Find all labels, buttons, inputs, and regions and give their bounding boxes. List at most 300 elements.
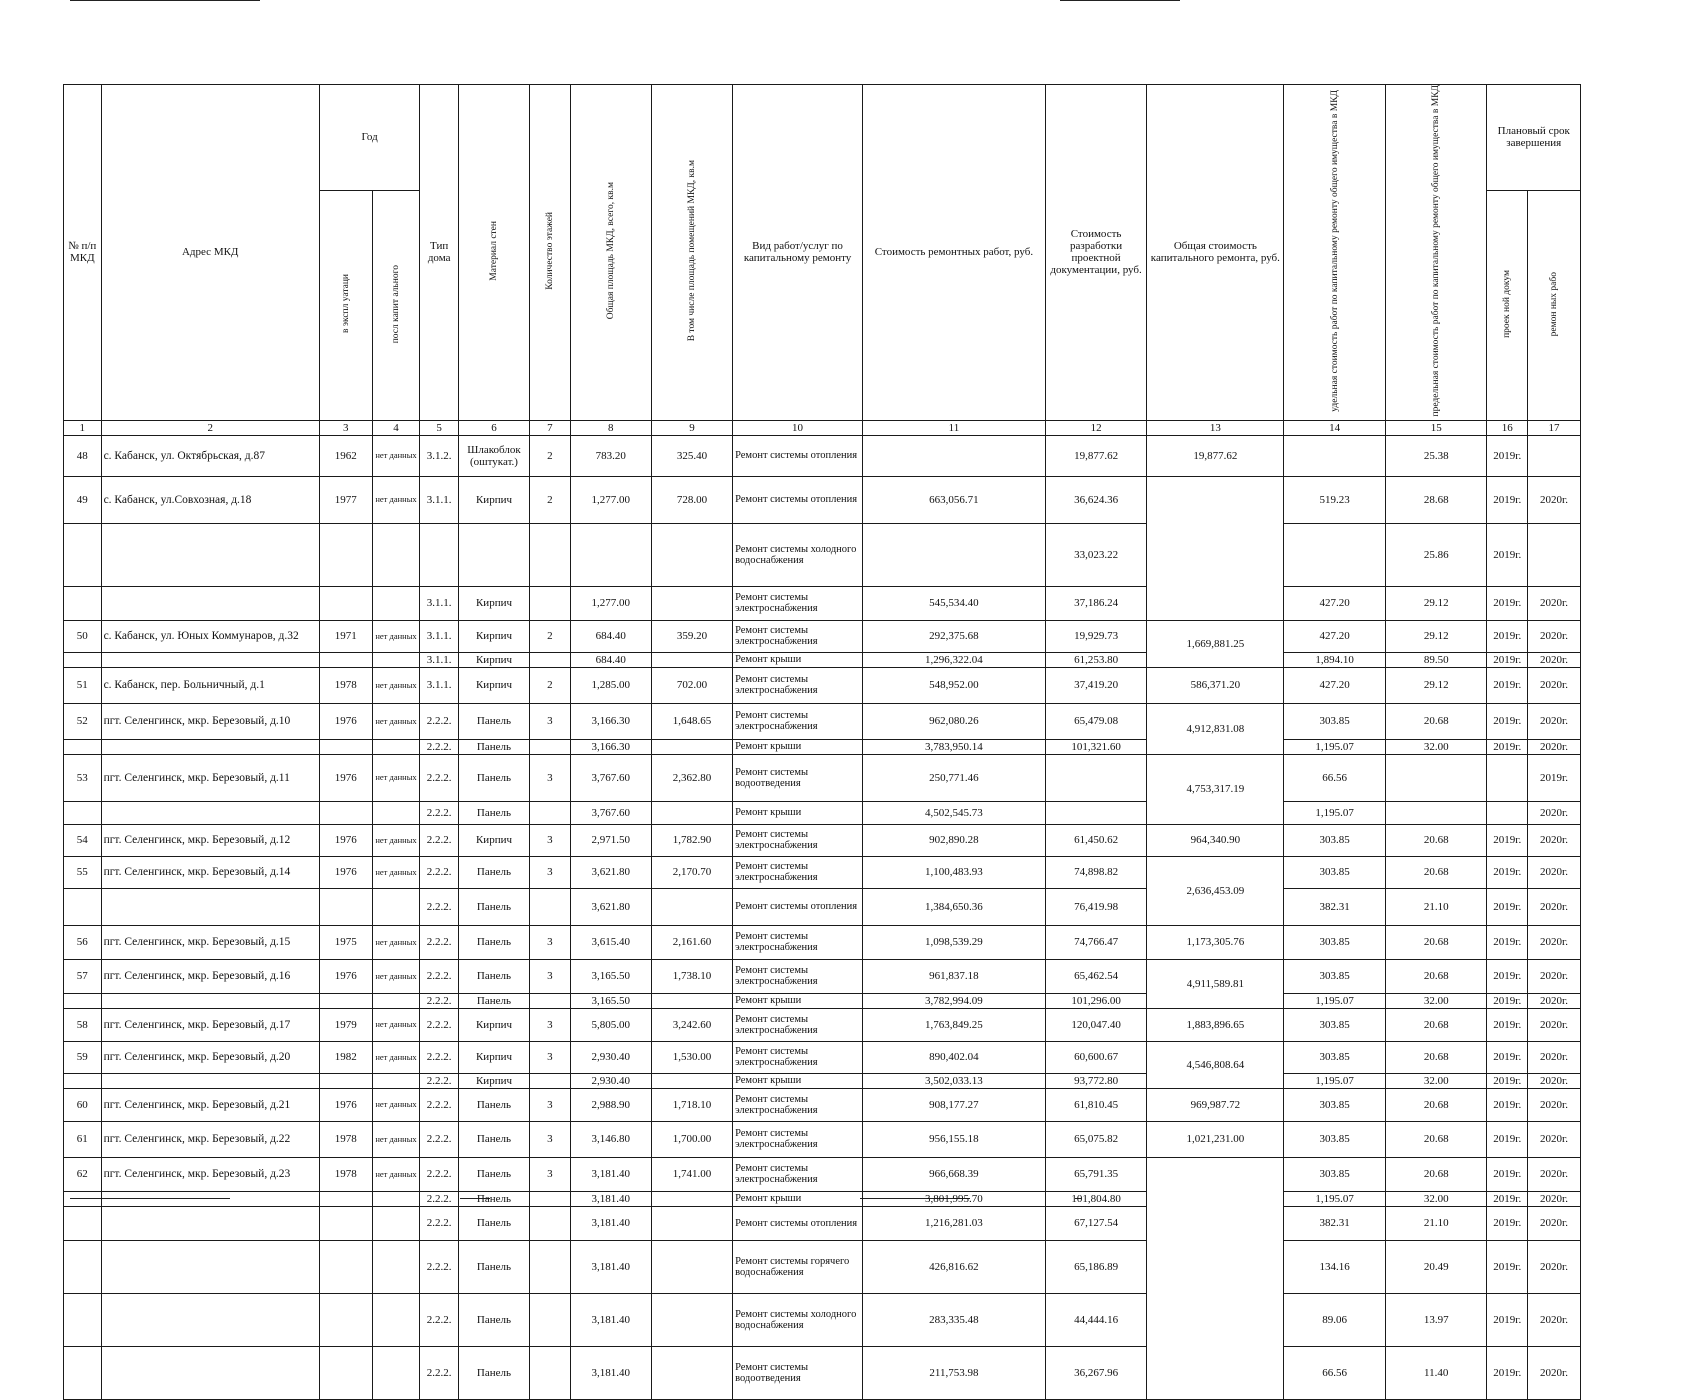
cell-limit-cost: 32.00: [1385, 739, 1487, 754]
table-row: [64, 1157, 1581, 1191]
cell-area-total: 3,165.50: [570, 993, 651, 1008]
table-row: [64, 888, 1581, 925]
cell-work-type: Ремонт системы электроснабжения: [733, 925, 863, 959]
table-row: [64, 1191, 1581, 1206]
cell-work-cost: 3,782,994.09: [863, 993, 1046, 1008]
cell-area-residential: 1,718.10: [651, 1088, 732, 1121]
cell-wall-material: Панель: [458, 959, 529, 993]
cell-project-cost: [1045, 754, 1147, 801]
cell-floors: [530, 739, 571, 754]
cell-plan-works: 2020г.: [1528, 856, 1581, 888]
cell-plan-works: 2019г.: [1528, 754, 1581, 801]
cell-plan-works: 2020г.: [1528, 667, 1581, 703]
repair-register-table: [63, 84, 1581, 1400]
cell-plan-works: 2020г.: [1528, 1088, 1581, 1121]
cell-limit-cost: 25.86: [1385, 523, 1487, 586]
cell-num: [64, 586, 102, 620]
cell-year-last-repair: [372, 1293, 420, 1346]
cell-area-total: 3,621.80: [570, 856, 651, 888]
cell-wall-material: Кирпич: [458, 824, 529, 856]
cell-num: [64, 1293, 102, 1346]
cell-work-cost: 1,098,539.29: [863, 925, 1046, 959]
cell-wall-material: Панель: [458, 754, 529, 801]
cell-area-residential: [651, 1191, 732, 1206]
colnum: 14: [1284, 420, 1386, 435]
cell-num: 60: [64, 1088, 102, 1121]
cell-unit-cost: 303.85: [1284, 856, 1386, 888]
cell-plan-project: 2019г.: [1487, 1041, 1528, 1073]
cell-floors: 3: [530, 703, 571, 739]
cell-unit-cost: 427.20: [1284, 620, 1386, 652]
colnum: 3: [319, 420, 372, 435]
cell-house-type: 3.1.1.: [420, 652, 459, 667]
cell-plan-works: 2020г.: [1528, 824, 1581, 856]
cell-area-residential: [651, 739, 732, 754]
table-row: [64, 739, 1581, 754]
cell-unit-cost: [1284, 435, 1386, 476]
cell-house-type: 2.2.2.: [420, 1346, 459, 1399]
cell-work-cost: [863, 523, 1046, 586]
cell-work-type: Ремонт крыши: [733, 801, 863, 824]
cell-floors: 3: [530, 824, 571, 856]
cell-area-total: 3,166.30: [570, 703, 651, 739]
cell-area-residential: [651, 586, 732, 620]
cell-work-type: Ремонт системы электроснабжения: [733, 620, 863, 652]
cell-year-commission: 1962: [319, 435, 372, 476]
cell-limit-cost: 20.68: [1385, 925, 1487, 959]
cell-floors: [530, 1346, 571, 1399]
cell-project-cost: 65,075.82: [1045, 1121, 1147, 1157]
cell-unit-cost: 1,195.07: [1284, 1191, 1386, 1206]
cell-num: 62: [64, 1157, 102, 1191]
cell-year-last-repair: нет данных: [372, 856, 420, 888]
cell-wall-material: Панель: [458, 1088, 529, 1121]
cell-unit-cost: 303.85: [1284, 1157, 1386, 1191]
cell-year-commission: 1976: [319, 1088, 372, 1121]
cell-plan-project: 2019г.: [1487, 703, 1528, 739]
cell-total-cost: 4,546,808.64: [1147, 1041, 1284, 1088]
cell-wall-material: Кирпич: [458, 1041, 529, 1073]
cell-limit-cost: 32.00: [1385, 1073, 1487, 1088]
cell-year-last-repair: нет данных: [372, 959, 420, 993]
table-row: [64, 801, 1581, 824]
hdr-plan-project: проек ной докум: [1487, 190, 1528, 420]
cell-house-type: 2.2.2.: [420, 925, 459, 959]
cell-floors: 2: [530, 620, 571, 652]
cell-year-last-repair: нет данных: [372, 620, 420, 652]
cell-total-cost: 1,021,231.00: [1147, 1121, 1284, 1157]
cell-area-total: 3,166.30: [570, 739, 651, 754]
cell-unit-cost: [1284, 523, 1386, 586]
cell-area-total: 1,277.00: [570, 586, 651, 620]
cell-plan-project: 2019г.: [1487, 993, 1528, 1008]
cell-plan-project: 2019г.: [1487, 620, 1528, 652]
cell-unit-cost: 303.85: [1284, 1121, 1386, 1157]
cell-plan-project: 2019г.: [1487, 476, 1528, 523]
cell-wall-material: Панель: [458, 1157, 529, 1191]
cell-area-total: 2,930.40: [570, 1041, 651, 1073]
cell-project-cost: 74,898.82: [1045, 856, 1147, 888]
cell-area-total: 3,767.60: [570, 754, 651, 801]
cell-plan-works: 2020г.: [1528, 739, 1581, 754]
cell-wall-material: Панель: [458, 703, 529, 739]
cell-project-cost: 19,877.62: [1045, 435, 1147, 476]
cell-floors: 3: [530, 754, 571, 801]
cell-wall-material: Кирпич: [458, 652, 529, 667]
cell-unit-cost: 382.31: [1284, 1206, 1386, 1240]
cell-plan-project: 2019г.: [1487, 1008, 1528, 1041]
cell-work-cost: 908,177.27: [863, 1088, 1046, 1121]
cell-house-type: 3.1.1.: [420, 476, 459, 523]
cell-limit-cost: 32.00: [1385, 993, 1487, 1008]
cell-work-type: Ремонт системы электроснабжения: [733, 1121, 863, 1157]
cell-total-cost: 586,371.20: [1147, 667, 1284, 703]
cell-year-last-repair: [372, 1191, 420, 1206]
cell-address: пгт. Селенгинск, мкр. Березовый, д.16: [101, 959, 319, 993]
cell-limit-cost: 20.49: [1385, 1240, 1487, 1293]
cell-work-type: Ремонт системы холодного водоснабжения: [733, 523, 863, 586]
cell-house-type: 2.2.2.: [420, 1191, 459, 1206]
cell-plan-project: 2019г.: [1487, 435, 1528, 476]
table-row: [64, 652, 1581, 667]
cell-project-cost: 36,267.96: [1045, 1346, 1147, 1399]
cell-area-total: 3,621.80: [570, 888, 651, 925]
cell-area-total: 5,805.00: [570, 1008, 651, 1041]
cell-address: [101, 1346, 319, 1399]
cell-plan-project: 2019г.: [1487, 925, 1528, 959]
table-row: [64, 620, 1581, 652]
cell-num: [64, 1191, 102, 1206]
hdr-limit-cost: предельная стоимость работ по капитальному ремонту общего имущества в МКД: [1385, 85, 1487, 421]
cell-floors: [530, 993, 571, 1008]
hdr-type: Тип дома: [420, 85, 459, 421]
cell-unit-cost: 1,195.07: [1284, 993, 1386, 1008]
hdr-work-type: Вид работ/услуг по капитальному ремонту: [733, 85, 863, 421]
cell-plan-works: 2020г.: [1528, 888, 1581, 925]
cell-project-cost: 37,419.20: [1045, 667, 1147, 703]
cell-area-residential: [651, 801, 732, 824]
cell-work-cost: [863, 435, 1046, 476]
cell-year-last-repair: нет данных: [372, 1088, 420, 1121]
table-row: [64, 1240, 1581, 1293]
cell-year-last-repair: нет данных: [372, 435, 420, 476]
cell-project-cost: 36,624.36: [1045, 476, 1147, 523]
cell-wall-material: Панель: [458, 1293, 529, 1346]
colnum: 4: [372, 420, 420, 435]
cell-limit-cost: 20.68: [1385, 703, 1487, 739]
cell-year-commission: [319, 523, 372, 586]
cell-area-residential: 3,242.60: [651, 1008, 732, 1041]
table-row: [64, 925, 1581, 959]
cell-year-last-repair: [372, 1206, 420, 1240]
cell-work-cost: 890,402.04: [863, 1041, 1046, 1073]
cell-floors: 3: [530, 856, 571, 888]
cell-num: 57: [64, 959, 102, 993]
cell-work-type: Ремонт системы электроснабжения: [733, 703, 863, 739]
cell-year-commission: 1976: [319, 856, 372, 888]
cell-plan-project: 2019г.: [1487, 667, 1528, 703]
cell-floors: 3: [530, 1121, 571, 1157]
cell-unit-cost: 427.20: [1284, 586, 1386, 620]
cell-project-cost: 101,321.60: [1045, 739, 1147, 754]
cell-floors: [530, 1240, 571, 1293]
cell-area-residential: [651, 993, 732, 1008]
cell-year-last-repair: нет данных: [372, 476, 420, 523]
hdr-area-total: Общая площадь МКД, всего, кв.м: [570, 85, 651, 421]
cell-area-total: 2,930.40: [570, 1073, 651, 1088]
cell-num: [64, 1240, 102, 1293]
cell-work-cost: 1,763,849.25: [863, 1008, 1046, 1041]
cell-work-type: Ремонт крыши: [733, 1073, 863, 1088]
cell-house-type: 2.2.2.: [420, 754, 459, 801]
cell-wall-material: Панель: [458, 1121, 529, 1157]
cell-work-cost: 1,296,322.04: [863, 652, 1046, 667]
cell-unit-cost: 427.20: [1284, 667, 1386, 703]
cell-year-commission: 1979: [319, 1008, 372, 1041]
cell-project-cost: 19,929.73: [1045, 620, 1147, 652]
cell-year-commission: 1977: [319, 476, 372, 523]
cell-area-total: 684.40: [570, 620, 651, 652]
cell-area-total: 3,615.40: [570, 925, 651, 959]
cell-work-cost: 961,837.18: [863, 959, 1046, 993]
cell-project-cost: 65,462.54: [1045, 959, 1147, 993]
cell-work-cost: 962,080.26: [863, 703, 1046, 739]
cell-project-cost: [1045, 801, 1147, 824]
cell-area-residential: 325.40: [651, 435, 732, 476]
cell-house-type: 2.2.2.: [420, 888, 459, 925]
table-row: [64, 667, 1581, 703]
cell-work-type: Ремонт системы отопления: [733, 1206, 863, 1240]
colnum: 5: [420, 420, 459, 435]
cell-house-type: 2.2.2.: [420, 739, 459, 754]
cell-house-type: 3.1.1.: [420, 586, 459, 620]
table-row: [64, 703, 1581, 739]
cell-project-cost: 33,023.22: [1045, 523, 1147, 586]
cell-total-cost: 4,911,589.81: [1147, 959, 1284, 1008]
cell-wall-material: [458, 523, 529, 586]
cell-plan-works: [1528, 523, 1581, 586]
cell-plan-works: 2020г.: [1528, 1157, 1581, 1191]
cell-plan-works: 2020г.: [1528, 703, 1581, 739]
cell-address: [101, 1073, 319, 1088]
cell-plan-works: [1528, 435, 1581, 476]
cell-work-cost: 966,668.39: [863, 1157, 1046, 1191]
cell-area-residential: 2,362.80: [651, 754, 732, 801]
cell-project-cost: 61,450.62: [1045, 824, 1147, 856]
cell-floors: [530, 888, 571, 925]
cell-limit-cost: 29.12: [1385, 586, 1487, 620]
cell-work-type: Ремонт системы водоотведения: [733, 1346, 863, 1399]
hdr-area-residential: В том числе площадь помещений МКД, кв.м: [651, 85, 732, 421]
cell-unit-cost: 1,195.07: [1284, 1073, 1386, 1088]
cell-total-cost: 1,883,896.65: [1147, 1008, 1284, 1041]
cell-wall-material: Кирпич: [458, 620, 529, 652]
cell-project-cost: 74,766.47: [1045, 925, 1147, 959]
cell-work-type: Ремонт системы электроснабжения: [733, 586, 863, 620]
colnum: 13: [1147, 420, 1284, 435]
table-row: [64, 1088, 1581, 1121]
cell-year-last-repair: [372, 739, 420, 754]
table-row: [64, 1121, 1581, 1157]
cell-wall-material: Панель: [458, 1240, 529, 1293]
cell-plan-project: 2019г.: [1487, 959, 1528, 993]
cell-year-commission: 1976: [319, 703, 372, 739]
cell-project-cost: 120,047.40: [1045, 1008, 1147, 1041]
cell-year-last-repair: нет данных: [372, 1121, 420, 1157]
cell-area-total: 3,181.40: [570, 1191, 651, 1206]
cell-house-type: 3.1.2.: [420, 435, 459, 476]
cell-house-type: 3.1.1.: [420, 620, 459, 652]
cell-area-residential: 2,170.70: [651, 856, 732, 888]
cell-work-cost: 663,056.71: [863, 476, 1046, 523]
colnum: 7: [530, 420, 571, 435]
cell-work-type: Ремонт крыши: [733, 652, 863, 667]
cell-total-cost: 964,340.90: [1147, 824, 1284, 856]
cell-year-commission: [319, 1346, 372, 1399]
cell-address: [101, 801, 319, 824]
cell-num: 59: [64, 1041, 102, 1073]
cell-work-cost: 956,155.18: [863, 1121, 1046, 1157]
table-row: [64, 959, 1581, 993]
cell-wall-material: Кирпич: [458, 1073, 529, 1088]
cell-plan-works: 2020г.: [1528, 1206, 1581, 1240]
cell-year-last-repair: [372, 652, 420, 667]
cell-address: пгт. Селенгинск, мкр. Березовый, д.23: [101, 1157, 319, 1191]
cell-wall-material: Панель: [458, 1206, 529, 1240]
cell-house-type: [420, 523, 459, 586]
cell-total-cost: 1,173,305.76: [1147, 925, 1284, 959]
cell-unit-cost: 1,894.10: [1284, 652, 1386, 667]
cell-year-commission: 1978: [319, 1157, 372, 1191]
cell-address: [101, 739, 319, 754]
cell-limit-cost: 20.68: [1385, 1157, 1487, 1191]
cell-work-type: Ремонт крыши: [733, 993, 863, 1008]
cell-year-last-repair: [372, 1240, 420, 1293]
cell-floors: 2: [530, 667, 571, 703]
cell-limit-cost: 20.68: [1385, 1008, 1487, 1041]
cell-year-commission: [319, 993, 372, 1008]
cell-work-cost: 548,952.00: [863, 667, 1046, 703]
table-row: [64, 435, 1581, 476]
cell-area-total: 3,165.50: [570, 959, 651, 993]
cell-year-commission: 1978: [319, 667, 372, 703]
cell-house-type: 2.2.2.: [420, 1073, 459, 1088]
cell-plan-works: 2020г.: [1528, 801, 1581, 824]
cell-floors: 3: [530, 1008, 571, 1041]
cell-year-commission: 1971: [319, 620, 372, 652]
cell-area-residential: [651, 1293, 732, 1346]
cell-work-cost: 545,534.40: [863, 586, 1046, 620]
cell-address: с. Кабанск, пер. Больничный, д.1: [101, 667, 319, 703]
cell-plan-project: 2019г.: [1487, 1191, 1528, 1206]
cell-area-total: 3,181.40: [570, 1346, 651, 1399]
cell-year-last-repair: нет данных: [372, 824, 420, 856]
cell-year-last-repair: нет данных: [372, 925, 420, 959]
cell-limit-cost: 20.68: [1385, 959, 1487, 993]
cell-year-last-repair: [372, 1073, 420, 1088]
cell-unit-cost: 303.85: [1284, 1008, 1386, 1041]
table-row: [64, 1206, 1581, 1240]
cell-floors: [530, 1206, 571, 1240]
table-row: [64, 523, 1581, 586]
cell-total-cost: 4,753,317.19: [1147, 754, 1284, 824]
cell-work-cost: 1,216,281.03: [863, 1206, 1046, 1240]
colnum: 6: [458, 420, 529, 435]
cell-address: [101, 1191, 319, 1206]
cell-area-total: 3,181.40: [570, 1293, 651, 1346]
cell-year-last-repair: [372, 586, 420, 620]
cell-num: 51: [64, 667, 102, 703]
colnum: 10: [733, 420, 863, 435]
cell-year-last-repair: нет данных: [372, 1008, 420, 1041]
hdr-total-cost: Общая стоимость капитального ремонта, руб.: [1147, 85, 1284, 421]
cell-work-type: Ремонт системы электроснабжения: [733, 1088, 863, 1121]
cell-num: 48: [64, 435, 102, 476]
cell-floors: 3: [530, 1088, 571, 1121]
cell-plan-works: 2020г.: [1528, 1191, 1581, 1206]
cell-area-residential: 1,648.65: [651, 703, 732, 739]
cell-house-type: 2.2.2.: [420, 1293, 459, 1346]
cell-unit-cost: 382.31: [1284, 888, 1386, 925]
cell-area-residential: 1,782.90: [651, 824, 732, 856]
cell-limit-cost: 20.68: [1385, 1041, 1487, 1073]
cell-work-cost: 426,816.62: [863, 1240, 1046, 1293]
cell-wall-material: Кирпич: [458, 1008, 529, 1041]
cell-year-commission: 1975: [319, 925, 372, 959]
colnum: 1: [64, 420, 102, 435]
hdr-unit-cost: удельная стоимость работ по капитальному ремонту общего имущества в МКД: [1284, 85, 1386, 421]
cell-num: [64, 888, 102, 925]
cell-plan-works: 2020г.: [1528, 1008, 1581, 1041]
cell-area-residential: [651, 1206, 732, 1240]
scan-artifact-top-left: [70, 0, 260, 1]
cell-house-type: 2.2.2.: [420, 1008, 459, 1041]
cell-address: с. Кабанск, ул. Октябрьская, д.87: [101, 435, 319, 476]
cell-year-commission: [319, 1240, 372, 1293]
cell-num: 50: [64, 620, 102, 652]
cell-address: пгт. Селенгинск, мкр. Березовый, д.20: [101, 1041, 319, 1073]
cell-area-total: 1,285.00: [570, 667, 651, 703]
cell-house-type: 2.2.2.: [420, 856, 459, 888]
cell-area-residential: 1,530.00: [651, 1041, 732, 1073]
cell-plan-project: 2019г.: [1487, 1240, 1528, 1293]
cell-unit-cost: 303.85: [1284, 959, 1386, 993]
hdr-year-commission: в экспл уатаци: [319, 190, 372, 420]
cell-floors: [530, 801, 571, 824]
hdr-project-cost: Стоимость разработки проектной документации, руб.: [1045, 85, 1147, 421]
cell-area-residential: 728.00: [651, 476, 732, 523]
cell-area-total: 3,181.40: [570, 1240, 651, 1293]
cell-num: 58: [64, 1008, 102, 1041]
cell-work-cost: 292,375.68: [863, 620, 1046, 652]
cell-floors: [530, 1293, 571, 1346]
cell-floors: 3: [530, 1157, 571, 1191]
header-row-1: [64, 85, 1581, 191]
cell-project-cost: 60,600.67: [1045, 1041, 1147, 1073]
cell-work-type: Ремонт системы водоотведения: [733, 754, 863, 801]
cell-num: [64, 993, 102, 1008]
hdr-year: Год: [319, 85, 420, 191]
cell-wall-material: Панель: [458, 1346, 529, 1399]
cell-work-cost: 283,335.48: [863, 1293, 1046, 1346]
cell-address: с. Кабанск, ул. Юных Коммунаров, д.32: [101, 620, 319, 652]
cell-area-total: 684.40: [570, 652, 651, 667]
cell-work-cost: 3,502,033.13: [863, 1073, 1046, 1088]
cell-limit-cost: 21.10: [1385, 1206, 1487, 1240]
cell-address: с. Кабанск, ул.Совхозная, д.18: [101, 476, 319, 523]
cell-unit-cost: 134.16: [1284, 1240, 1386, 1293]
cell-unit-cost: 66.56: [1284, 754, 1386, 801]
